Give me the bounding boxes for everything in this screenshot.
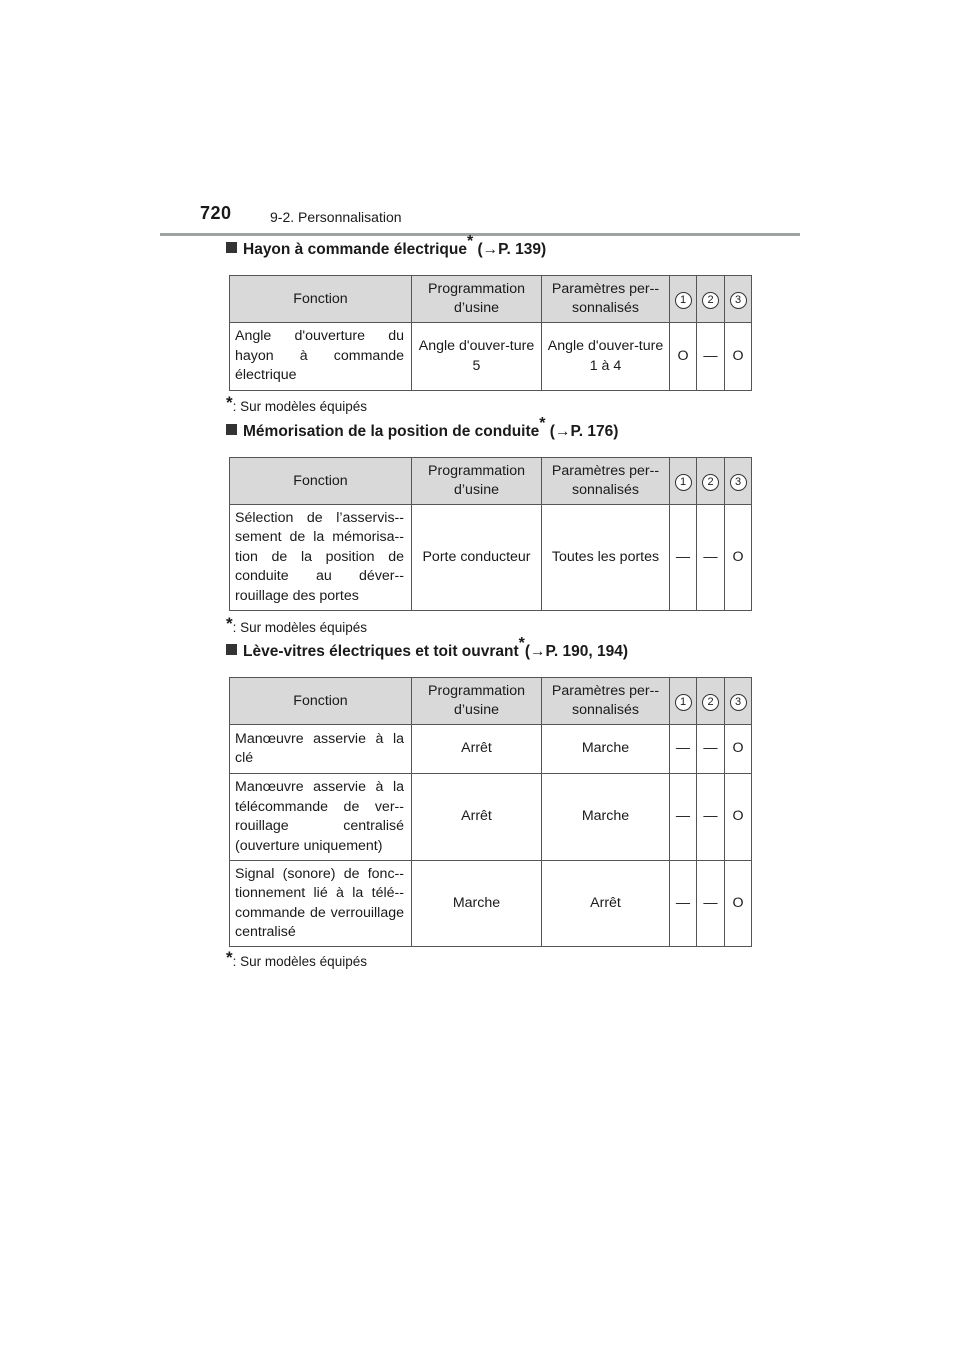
cell-method-2: — [697, 725, 725, 774]
cell-factory: Arrêt [412, 725, 542, 774]
column-header-function: Fonction [230, 458, 412, 505]
table-row [230, 505, 752, 611]
section-title: 9-2. Personnalisation [270, 209, 402, 225]
asterisk-mark: * [226, 393, 233, 412]
column-header-method-3 [725, 458, 752, 505]
section-heading-power-windows-sunroof: Lève-vitres électriques et toit ouvrant*(→P. 190, 194) [226, 643, 628, 661]
cell-factory: Marche [412, 861, 542, 947]
page-reference[interactable]: (→P. 176) [549, 423, 619, 440]
column-header-method-3 [725, 276, 752, 323]
table-header-row [230, 458, 752, 505]
cell-method-3: O [725, 323, 752, 391]
column-header-factory: Programmation d’usine [412, 276, 542, 323]
cell-function: Sélection de l’asservis-sement de la mémorisa-tion de la position de conduite au déver-rouillage des portes [230, 505, 412, 611]
cell-custom: Arrêt [542, 861, 670, 947]
section-heading-power-tailgate: Hayon à commande électrique* (→P. 139) [226, 241, 546, 259]
circled-1-icon: 1 [675, 292, 692, 309]
asterisk-mark: * [518, 634, 525, 652]
cell-method-2: — [697, 323, 725, 391]
cell-method-1: — [670, 774, 697, 861]
circled-3-icon: 3 [730, 292, 747, 309]
column-header-function: Fonction [230, 678, 412, 725]
square-bullet-icon [226, 242, 237, 253]
table-header-row [230, 276, 752, 323]
asterisk-mark: * [539, 414, 546, 432]
page-reference[interactable]: (→P. 190, 194) [524, 643, 628, 660]
cell-method-1: O [670, 323, 697, 391]
cell-custom: Marche [542, 725, 670, 774]
column-header-method-1 [670, 276, 697, 323]
cell-method-3: O [725, 861, 752, 947]
column-header-method-2 [697, 678, 725, 725]
circled-3-icon: 3 [730, 474, 747, 491]
cell-function: Angle d'ouverture du hayon à commande électrique [230, 323, 412, 391]
column-header-method-2 [697, 458, 725, 505]
cell-custom: Angle d'ouver-ture 1 à 4 [542, 323, 670, 391]
header-divider [160, 233, 800, 236]
column-header-factory: Programmation d’usine [412, 458, 542, 505]
column-header-custom: Paramètres per-sonnalisés [542, 458, 670, 505]
circled-2-icon: 2 [702, 292, 719, 309]
cell-function: Manœuvre asservie à la clé [230, 725, 412, 774]
asterisk-mark: * [226, 614, 233, 633]
circled-2-icon: 2 [702, 474, 719, 491]
column-header-custom: Paramètres per-sonnalisés [542, 276, 670, 323]
cell-method-3: O [725, 505, 752, 611]
table-row [230, 861, 752, 947]
cell-method-1: — [670, 505, 697, 611]
asterisk-mark: * [226, 948, 233, 967]
circled-1-icon: 1 [675, 474, 692, 491]
cell-method-2: — [697, 774, 725, 861]
cell-factory: Porte conducteur [412, 505, 542, 611]
column-header-method-2 [697, 276, 725, 323]
table-row [230, 774, 752, 861]
cell-method-2: — [697, 861, 725, 947]
footnote: *: Sur modèles équipés [226, 614, 367, 635]
cell-method-3: O [725, 725, 752, 774]
section-heading-driving-position-memory: Mémorisation de la position de conduite* (→P. 176) [226, 423, 618, 441]
cell-method-1: — [670, 861, 697, 947]
column-header-method-1 [670, 678, 697, 725]
square-bullet-icon [226, 424, 237, 435]
footnote: *: Sur modèles équipés [226, 393, 367, 414]
asterisk-mark: * [466, 232, 474, 250]
cell-method-2: — [697, 505, 725, 611]
column-header-method-1 [670, 458, 697, 505]
circled-1-icon: 1 [675, 694, 692, 711]
column-header-method-3 [725, 678, 752, 725]
circled-3-icon: 3 [730, 694, 747, 711]
settings-table-driving-position-memory [229, 457, 752, 611]
cell-function: Manœuvre asservie à la télécommande de ver-rouillage centralisé (ouverture uniquement) [230, 774, 412, 861]
page-reference[interactable]: (→P. 139) [477, 241, 547, 258]
column-header-custom: Paramètres per-sonnalisés [542, 678, 670, 725]
table-row [230, 725, 752, 774]
footnote: *: Sur modèles équipés [226, 948, 367, 969]
column-header-function: Fonction [230, 276, 412, 323]
cell-method-3: O [725, 774, 752, 861]
column-header-factory: Programmation d’usine [412, 678, 542, 725]
cell-custom: Toutes les portes [542, 505, 670, 611]
table-header-row [230, 678, 752, 725]
settings-table-power-tailgate [229, 275, 752, 391]
cell-function: Signal (sonore) de fonc-tionnement lié à la télé-commande de verrouillage centralisé [230, 861, 412, 947]
cell-method-1: — [670, 725, 697, 774]
cell-custom: Marche [542, 774, 670, 861]
square-bullet-icon [226, 644, 237, 655]
circled-2-icon: 2 [702, 694, 719, 711]
cell-factory: Angle d'ouver-ture 5 [412, 323, 542, 391]
settings-table-power-windows-sunroof [229, 677, 752, 947]
table-row [230, 323, 752, 391]
cell-factory: Arrêt [412, 774, 542, 861]
page-number: 720 [200, 203, 232, 223]
